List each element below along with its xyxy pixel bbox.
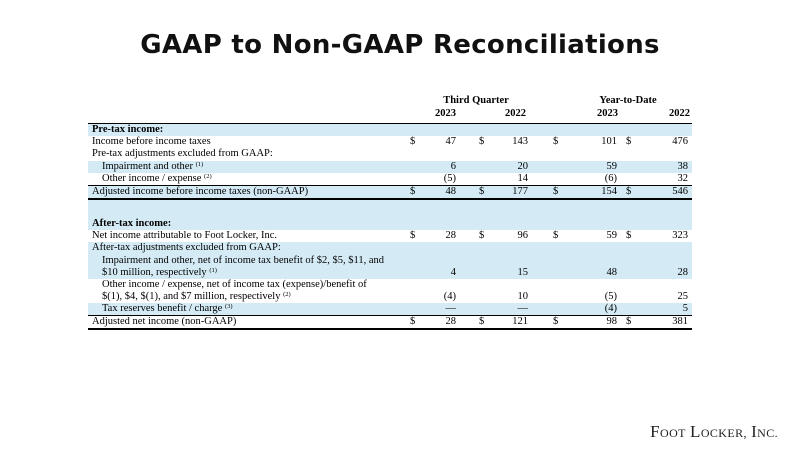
table-row [88, 279, 692, 303]
section-header-row [88, 218, 692, 230]
header-year-q-2023: 2023 [435, 108, 456, 119]
value-cell: 381 [672, 316, 688, 328]
footnote-marker: (1) [209, 266, 217, 274]
value-cell: 14 [517, 172, 528, 184]
value-cell: 15 [517, 266, 528, 278]
value-cell: 59 [606, 160, 617, 172]
value-cell: 98 [606, 316, 617, 328]
value-cell: 101 [601, 136, 617, 148]
header-year-ytd-2023: 2023 [597, 108, 618, 119]
row-label-text: Income before income taxes [92, 136, 211, 148]
row-label [92, 124, 163, 136]
table-header [88, 93, 692, 123]
spacer-row [88, 200, 692, 218]
table-row [88, 315, 692, 330]
value-cell: 38 [677, 160, 688, 172]
footnote-marker: (2) [283, 291, 291, 299]
value-cell: 32 [677, 172, 688, 184]
row-label-text: Impairment and other [102, 160, 193, 172]
table-row [88, 255, 692, 279]
table-body [88, 123, 692, 330]
footnote-marker: (1) [195, 160, 204, 168]
currency-symbol: $ [626, 185, 632, 197]
value-cell: 323 [672, 230, 688, 242]
row-label [102, 303, 233, 315]
row-label-text: Other income / expense [102, 172, 202, 184]
currency-symbol: $ [553, 136, 559, 148]
value-cell: 6 [450, 160, 456, 172]
value-cell: 143 [512, 136, 528, 148]
row-label [92, 186, 308, 198]
row-label-text: Net income attributable to Foot Locker, Inc. [92, 230, 278, 242]
row-label [102, 279, 367, 303]
value-cell: — [517, 303, 528, 315]
value-cell: 20 [517, 160, 528, 172]
row-label-text: Other income / expense, net of income tax (expense)/benefit of [102, 278, 367, 290]
value-cell: (5) [443, 172, 456, 184]
value-cell: 5 [682, 303, 688, 315]
currency-symbol: $ [553, 316, 559, 328]
value-cell: (6) [604, 172, 617, 184]
value-cell: 4 [450, 266, 456, 278]
value-cell: (4) [443, 291, 456, 303]
currency-symbol: $ [626, 136, 632, 148]
row-label [92, 148, 273, 160]
row-label-text: After-tax income: [92, 217, 172, 229]
value-cell: — [445, 303, 456, 315]
value-cell: (4) [604, 303, 617, 315]
value-cell: 177 [512, 185, 528, 197]
page-title: GAAP to Non-GAAP Reconciliations [140, 30, 660, 60]
value-cell: 28 [677, 266, 688, 278]
row-label [102, 173, 212, 185]
row-label-text-line2: $(1), $4, $(1), and $7 million, respectively [102, 291, 281, 303]
value-cell: 28 [445, 316, 456, 328]
reconciliation-table [88, 93, 692, 330]
company-logo: FOOT LOCKER, INC. [650, 422, 778, 441]
header-year-ytd-2022: 2022 [669, 108, 690, 119]
row-label-text: Adjusted income before income taxes (non-GAAP) [92, 185, 309, 197]
header-year-to-date: Year-to-Date [599, 95, 657, 106]
row-label-text: Pre-tax income: [92, 124, 164, 135]
table-row [88, 185, 692, 200]
footnote-marker: (2) [204, 172, 212, 180]
value-cell: 10 [517, 291, 528, 303]
table-row [88, 161, 692, 173]
value-cell: 59 [606, 230, 617, 242]
table-row [88, 173, 692, 185]
row-label-text: Impairment and other, net of income tax benefit of $2, $5, $11, and [102, 254, 385, 266]
header-third-quarter: Third Quarter [443, 95, 509, 106]
value-cell: 48 [606, 266, 617, 278]
header-year-q-2022: 2022 [505, 108, 526, 119]
value-cell: 28 [445, 230, 456, 242]
currency-symbol: $ [410, 230, 416, 242]
row-label-text: Pre-tax adjustments excluded from GAAP: [92, 148, 273, 160]
row-label [102, 255, 384, 279]
value-cell: 96 [517, 230, 528, 242]
currency-symbol: $ [410, 316, 416, 328]
currency-symbol: $ [626, 230, 632, 242]
row-label-text: Adjusted net income (non-GAAP) [92, 316, 237, 328]
row-label [102, 161, 203, 173]
value-cell: 546 [672, 185, 688, 197]
currency-symbol: $ [479, 185, 485, 197]
currency-symbol: $ [410, 136, 416, 148]
currency-symbol: $ [553, 185, 559, 197]
table-row [88, 242, 692, 254]
currency-symbol: $ [553, 230, 559, 242]
value-cell: 154 [601, 185, 617, 197]
currency-symbol: $ [410, 185, 416, 197]
table-row [88, 148, 692, 160]
value-cell: 48 [445, 185, 456, 197]
currency-symbol: $ [479, 136, 485, 148]
row-label [92, 316, 236, 328]
table-row [88, 303, 692, 315]
currency-symbol: $ [479, 230, 485, 242]
row-label-text-line2: $10 million, respectively [102, 266, 207, 278]
table-row [88, 230, 692, 242]
value-cell: 121 [512, 316, 528, 328]
row-label [92, 230, 277, 242]
footnote-marker: (3) [224, 303, 233, 311]
row-label-text: After-tax adjustments excluded from GAAP: [92, 242, 281, 254]
row-label [92, 218, 171, 230]
value-cell: 25 [677, 291, 688, 303]
value-cell: 476 [672, 136, 688, 148]
value-cell: (5) [604, 291, 617, 303]
row-label [92, 242, 281, 254]
row-label-text: Tax reserves benefit / charge [102, 303, 223, 315]
value-cell: 47 [445, 136, 456, 148]
currency-symbol: $ [479, 316, 485, 328]
currency-symbol: $ [626, 316, 632, 328]
section-header-row [88, 123, 692, 136]
table-row [88, 136, 692, 148]
row-label [92, 136, 211, 148]
